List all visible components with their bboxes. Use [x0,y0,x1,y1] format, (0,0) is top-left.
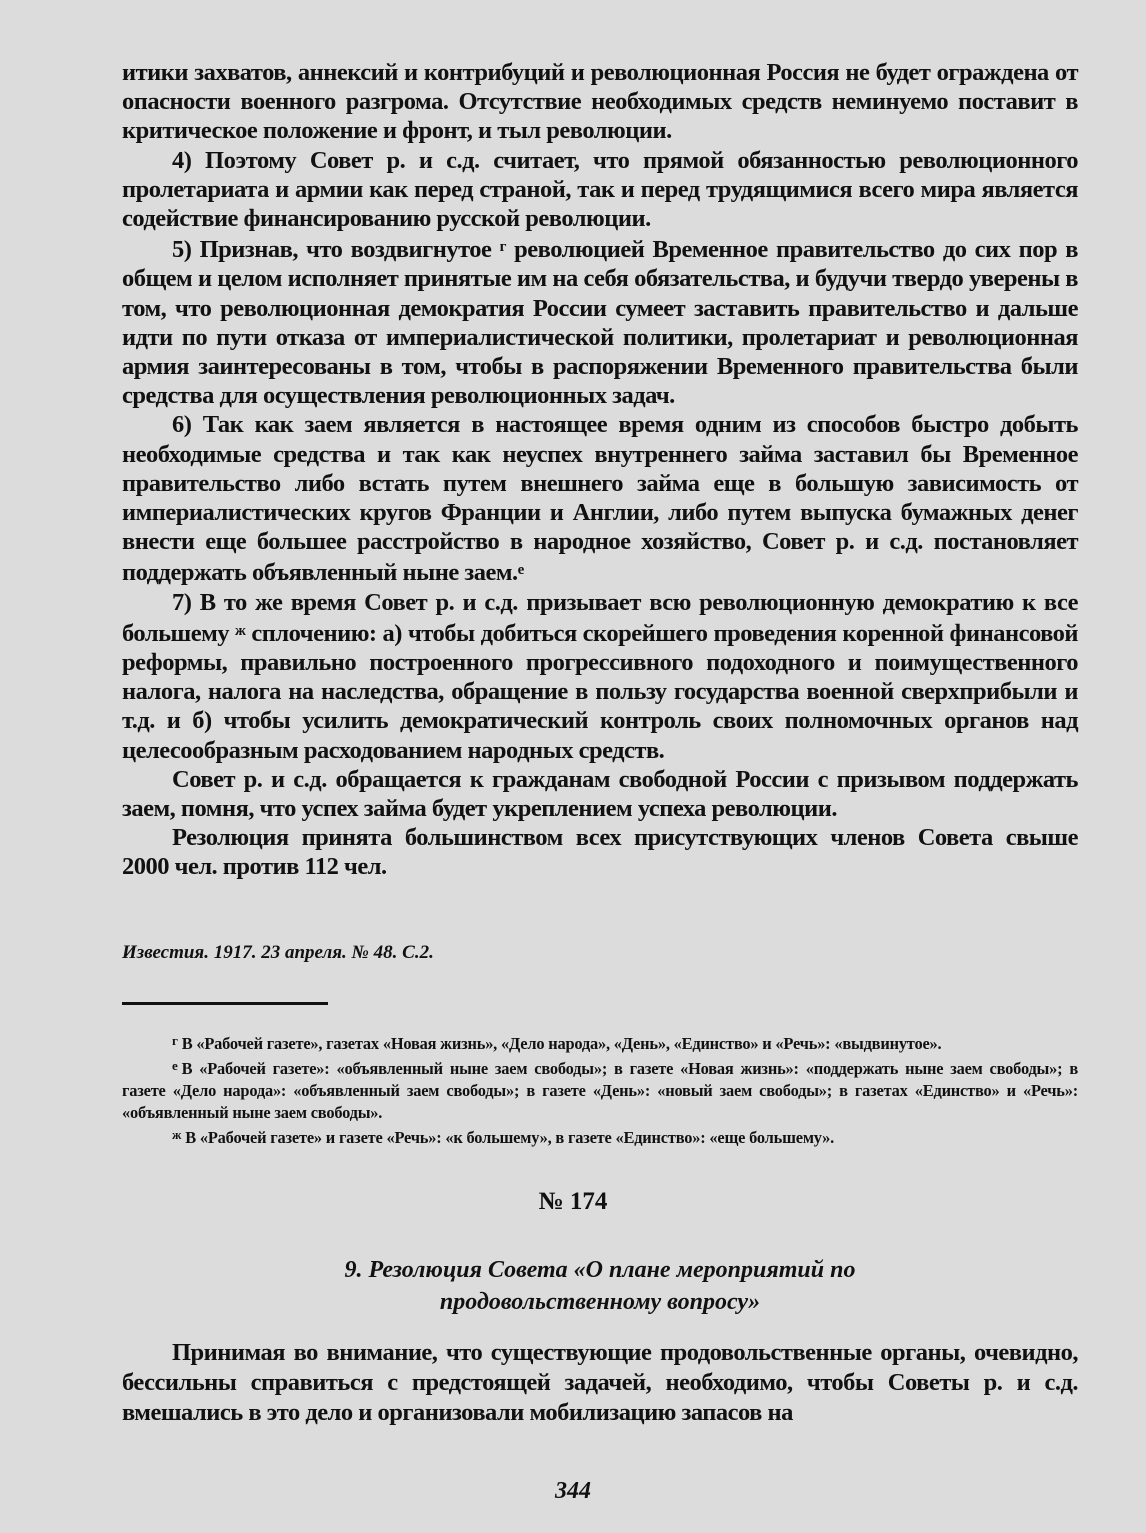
paragraph-7-rest: сплочению: а) чтобы добиться скорейшего проведения коренной финансовой реформы, правильно построенного прогрессивного подоходного и поимущественного налога, налога на наследства, обращение в пользу государства военной сверхприбыли и т.д. и б) чтобы усилить демократический контроль своих полномочных органов над целесообразным расходованием народных средств. [122,619,1079,764]
footnote-mark-e: е [517,562,524,579]
footnote-text: В «Рабочей газете», газетах «Новая жизнь», «Дело народа», «День», «Единство» и «Речь»: «выдвинутое». [181,1034,942,1053]
footnote-mark: ж [172,1127,182,1142]
footnote [122,1055,1078,1124]
paragraph-5 [122,233,1078,410]
paragraph-7-start: 7) В то же время Совет р. и с.д. призывает всю революционную демократию к все большему [122,588,1078,647]
footnote [122,1030,1078,1055]
footnotes [122,1030,1078,1149]
vote-result: Резолюция принята большинством всех присутствующих членов Совета свыше 2000 чел. против 112 чел. [122,824,1078,881]
paragraph-4: 4) Поэтому Совет р. и с.д. считает, что прямой обязанностью революционного пролетариата и армии как перед страной, так и перед трудящимися всего мира является содействие финансированию русской революции. [122,146,1078,233]
footnote-mark: е [172,1058,178,1073]
footnote-mark: г [172,1033,178,1048]
document-number: № 174 [538,1188,608,1215]
footnote-mark-g: г [499,239,506,256]
paragraph-continuation: итики захватов, аннексий и контрибуций и революционная Россия не будет ограждена от опасности военного разгрома. Отсутствие необходимых средств неминуемо поставит в критическое положение и фронт, и тыл революции. [122,59,1078,145]
footnote-text: В «Рабочей газете» и газете «Речь»: «к большему», в газете «Единство»: «еще большему». [185,1128,835,1147]
document-paragraph: Принимая во внимание, что существующие продовольственные органы, очевидно, бессильны справиться с предстоящей задачей, необходимо, чтобы Советы р. и с.д. вмешались в это дело и организовали мобилизацию запасов на [122,1339,1078,1426]
footnote-text: В «Рабочей газете»: «объявленный ныне заем свободы»; в газете «Новая жизнь»: «поддержать ныне заем свободы»; в газете «Дело народа»: «объявленный заем свободы»; в газете «День»: «новый заем свободы»; в газетах «Единство» и «Речь»: «объявленный ныне заем свободы». [122,1059,1078,1122]
document-title: 9. Резолюция Совета «О плане мероприятий по продовольственному вопросу» [344,1257,856,1315]
appeal-paragraph: Совет р. и с.д. обращается к гражданам свободной России с призывом поддержать заем, помня, что успех займа будет укреплением успеха революции. [122,765,1078,823]
resolution-text [122,58,1078,882]
paragraph-5-rest: революцией Временное правительство до сих пор в общем и целом исполняет принятые им на себя обязательства, и будучи твердо уверены в том, что революционная демократия России сумеет заставить правительство и дальше идти по пути отказа от империалистической политики, пролетариат и революционная армия заинтересованы в том, чтобы в распоряжении Временного правительства были средства для осуществления революционных задач. [122,236,1079,410]
footnote-mark-zh: ж [235,622,246,639]
page-number: 344 [555,1478,591,1504]
source-citation: Известия. 1917. 23 апреля. № 48. С.2. [122,942,434,963]
paragraph-5-start: 5) Признав, что воздвигнутое [172,236,492,264]
footnote [122,1124,1078,1149]
paragraph-7 [122,588,1078,765]
document-body [122,1338,1078,1428]
paragraph-6 [122,410,1078,587]
paragraph-6-text: 6) Так как заем является в настоящее время одним из способов быстро добыть необходимые средства и так как неуспех внутреннего займа заставил бы Временное правительство либо встать путем внешнего займа еще в большую зависимость от империалистических кругов Франции и Англии, либо путем выпуска бумажных денег внести еще большее расстройство в народное хозяйство, Совет р. и с.д. постановляет поддержать объявленный ныне заем. [122,411,1078,587]
footnote-divider [122,1002,328,1005]
